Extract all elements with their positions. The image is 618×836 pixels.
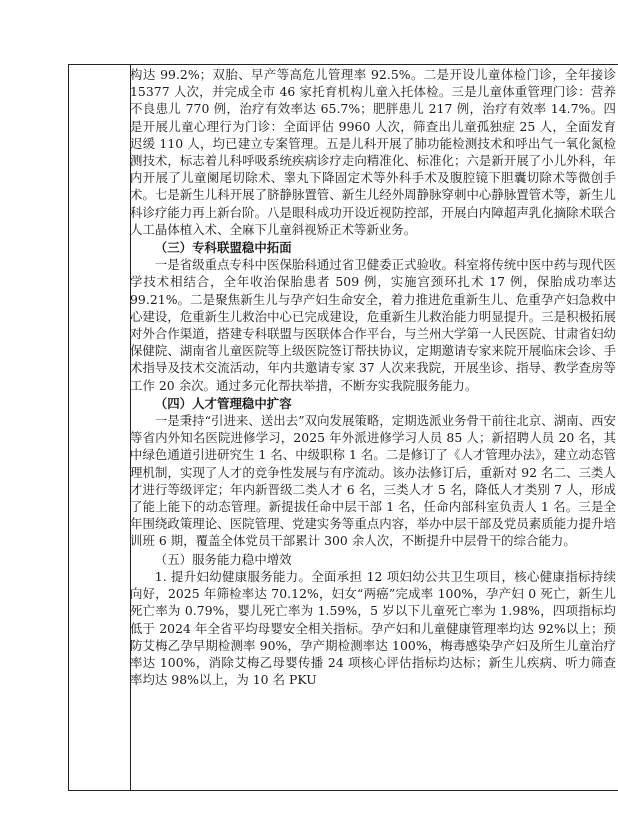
paragraph-specialty-alliance: 一是省级重点专科中医保胎科通过省卫健委正式验收。科室将传统中医中药与现代医学技术相结合，全年收治保胎患者 509 例，实施宫颈环扎术 17 例，保胎成功率达 99.21%。二是聚焦新生儿与孕产妇生命安全，着力推进危重新生儿、危重孕产妇急救中心建设，危重新生儿救治中心已完成建设，危重新生儿救治能力明显提升。三是积极拓展对外合作渠道，搭建专科联盟与医联体合作平台，与兰州大学第一人民医院、甘肃省妇幼保健院、湖南省儿童医院等上级医院签订帮扶协议，定期邀请专家来院开展临床会诊、手术指导及技术交流活动，年内共邀请专家 37 人次来我院，开展坐诊、指导、教学查房等工作 20 余次。通过多元化帮扶举措，不断夯实我院服务能力。 — [130, 257, 616, 393]
paragraph-service-capacity: 1. 提升妇幼健康服务能力。全面承担 12 项妇幼公共卫生项目，核心健康指标持续向好，2025 年筛检率达 70.12%，妇女“两癌”完成率 100%，孕产妇 0 死亡，新生儿死亡率为 0.79%，婴儿死亡率为 1.59%，5 岁以下儿童死亡率为 1.98%，四项指标均低于 2024 年全省平均母婴安全相关指标。孕产妇和儿童健康管理率均达 92%以上；预防艾梅乙孕早期检测率 90%，孕产期检测率达 100%，梅毒感染孕产妇及所生儿童治疗率达 100%，消除艾梅乙母婴传播 24 项核心评估指标均达标；新生儿疾病、听力筛查率均达 98%以上，为 10 名 PKU — [130, 568, 616, 688]
paragraph-continuation: 构达 99.2%；双胎、早产等高危儿管理率 92.5%。二是开设儿童体检门诊，全年接诊 15377 人次，并完成全市 46 家托育机构儿童入托体检。三是儿童体重管理门诊：营养不良患儿 770 例，治疗有效率达 65.7%；肥胖患儿 217 例，治疗有效率 14.7%。四是开展儿童心理行为门诊：全面评估 9960 人次，筛查出儿童孤独症 25 人，全面发育迟缓 110 人，均已建立专案管理。五是儿科开展了肺功能检测技术和呼出气一氧化氮检测技术，标志着儿科呼吸系统疾病诊疗走向精准化、标准化；六是新开展了小儿外科，年内开展了儿童阑尾切除术、睾丸下降固定术等外科手术及腹腔镜下胆囊切除术等微创手术。七是新生儿科开展了脐静脉置管、新生儿经外周静脉穿刺中心静脉置管术等，新生儿科诊疗能力再上新台阶。八是眼科成功开设近视防控部，开展白内障超声乳化摘除术联合人工晶体植入术、全麻下儿童斜视矫正术等新业务。 — [130, 67, 616, 237]
section-heading-service-capacity: （五）服务能力稳中增效 — [154, 551, 292, 567]
section-heading-specialty-alliance: （三）专科联盟稳中拓面 — [154, 240, 292, 256]
section-heading-talent-management: （四）人才管理稳中扩容 — [154, 395, 292, 411]
table-left-border — [68, 65, 69, 790]
paragraph-talent-management: 一是秉持“引进来、送出去”双向发展策略，定期选派业务骨干前往北京、湖南、西安等省内外知名医院进修学习，2025 年外派进修学习人员 85 人；新招聘人员 20 名，其中绿色通道引进研究生 1 名、中级职称 1 名。二是修订了《人才管理办法》，建立动态管理机制，实现了人才的竞争性发展与有序流动。该办法修订后，重新对 92 名二、三类人才进行等级评定；年内新晋级二类人才 6 名，三类人才 5 名，降低人才类别 7 人，形成了能上能下的动态管理。新提拔任命中层干部 1 名，任命内部科室负责人 1 名。三是全年围绕政策理论、医院管理、党建实务等重点内容，举办中层干部及党员素质能力提升培训班 6 期，覆盖全体党员干部累计 300 余人次，不断提升中层骨干的综合能力。 — [130, 413, 616, 549]
document-body — [130, 66, 616, 688]
